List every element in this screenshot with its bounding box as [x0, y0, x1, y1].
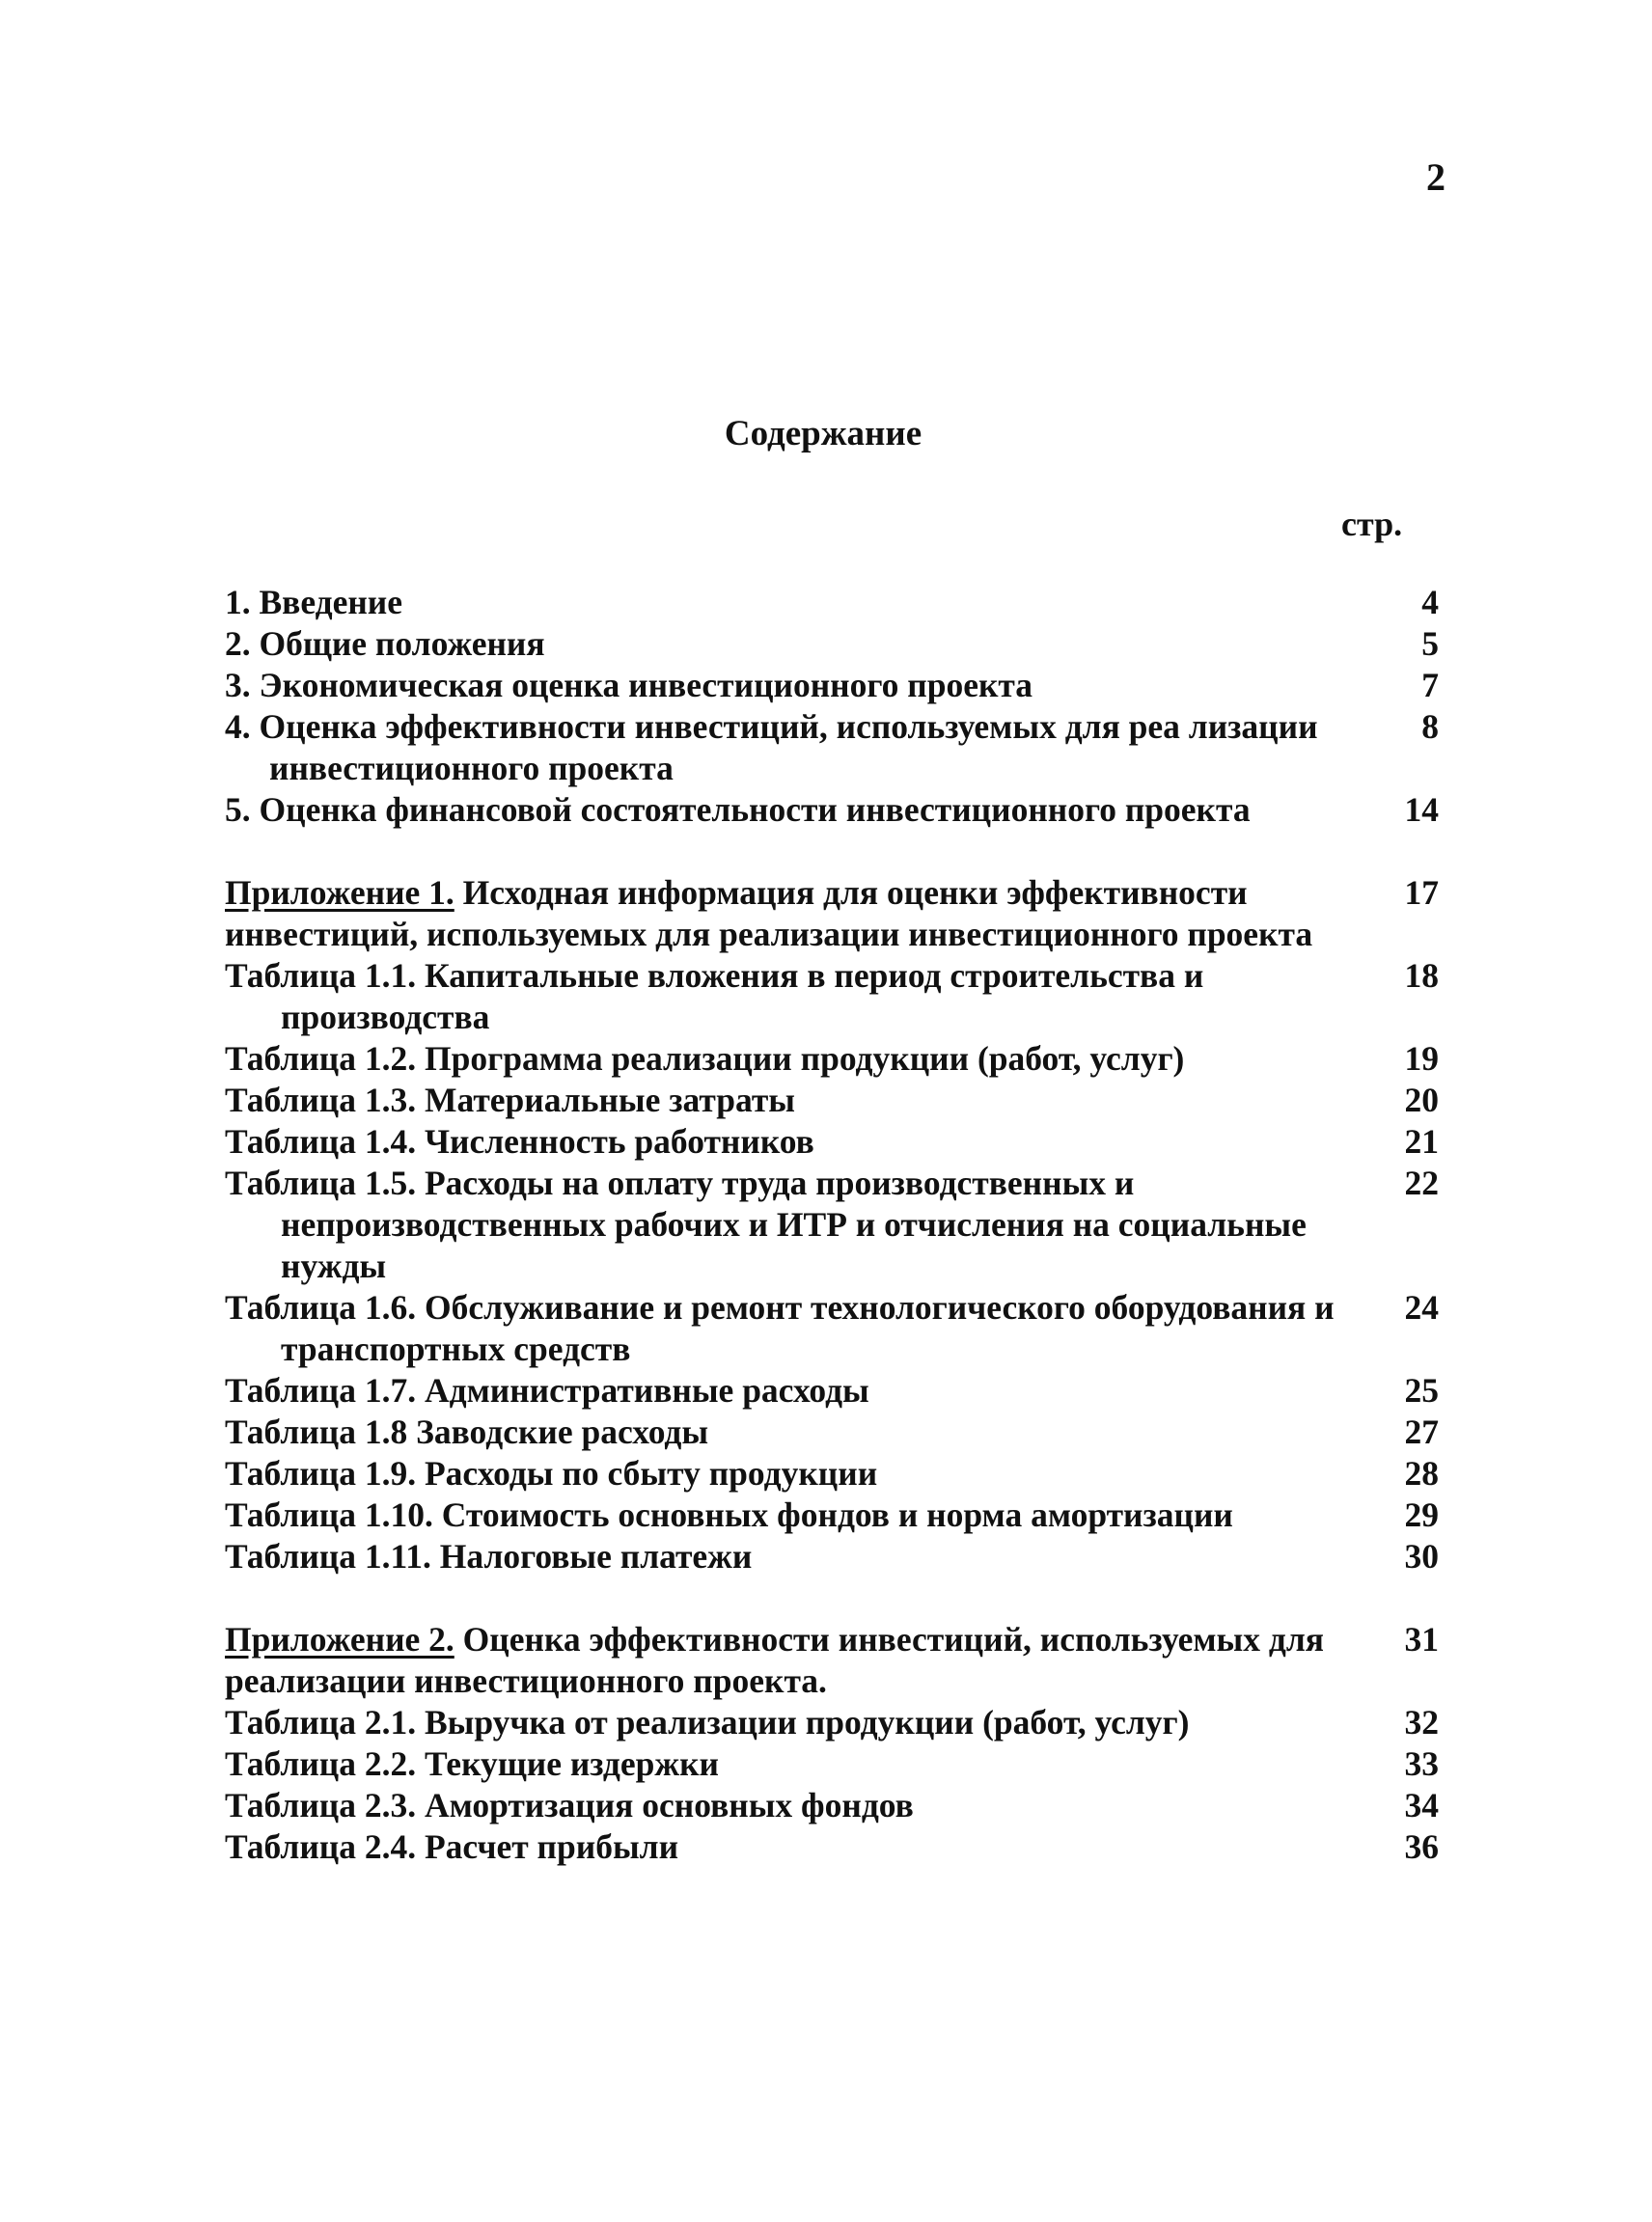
toc-table-entry	[225, 1743, 1439, 1785]
toc-entry-page: 19	[1404, 1039, 1439, 1078]
spacer	[225, 1577, 1439, 1619]
toc-entry	[225, 789, 1439, 831]
toc-table-entry	[225, 1038, 1439, 1080]
toc-table-entry	[225, 955, 1439, 1038]
toc-entry-page: 33	[1404, 1744, 1439, 1783]
toc-table-entry	[225, 1287, 1439, 1370]
appendix-1-heading: Приложение 1.	[225, 873, 454, 912]
appendix-2-title: Оценка эффективности инвестиций, используемых для реализации инвестиционного проекта.	[225, 1620, 1324, 1700]
toc-entry	[225, 582, 1439, 623]
toc-entry-label: Таблица 2.4. Расчет прибыли	[225, 1827, 679, 1866]
toc-entry-label: Таблица 1.10. Стоимость основных фондов и норма амортизации	[225, 1495, 1233, 1534]
toc-entry-page: 18	[1404, 956, 1439, 995]
toc-table-entry	[225, 1702, 1439, 1743]
toc-entry-label: Таблица 1.9. Расходы по сбыту продукции	[225, 1454, 878, 1493]
toc-entry-label: Таблица 1.1. Капитальные вложения в период строительства и производства	[225, 956, 1204, 1036]
toc-entry-label: Таблица 1.11. Налоговые платежи	[225, 1537, 753, 1576]
toc-entry-page: 20	[1404, 1081, 1439, 1119]
toc-entry-label: Таблица 1.2. Программа реализации продукции (работ, услуг)	[225, 1039, 1185, 1078]
page-title	[0, 413, 1652, 454]
toc-entry-label: Таблица 2.2. Текущие издержки	[225, 1744, 720, 1783]
toc-entry-label: Таблица 1.8 Заводские расходы	[225, 1413, 709, 1451]
title-text: Содержание	[724, 414, 922, 453]
toc-table-entry	[225, 1370, 1439, 1412]
toc-entry-label: 4. Оценка эффективности инвестиций, используемых для реа лизации инвестиционного проекта	[225, 707, 1318, 787]
page-column-label: стр.	[1341, 505, 1403, 543]
toc-entry-page: 24	[1404, 1288, 1439, 1327]
toc-entry-label: Таблица 2.3. Амортизация основных фондов	[225, 1786, 914, 1824]
toc-entry-label: Таблица 1.5. Расходы на оплату труда производственных и непроизводственных рабочих и ИТР и отчисления на социальные нужды	[225, 1164, 1307, 1285]
toc-table-entry	[225, 1495, 1439, 1536]
toc-entry	[225, 623, 1439, 665]
page-number: 2	[1426, 155, 1446, 199]
toc-table-entry	[225, 1121, 1439, 1163]
toc-entry-page: 21	[1404, 1122, 1439, 1161]
toc-entry-label: 3. Экономическая оценка инвестиционного проекта	[225, 666, 1033, 704]
toc-entry-label: Таблица 1.7. Административные расходы	[225, 1371, 869, 1410]
toc-table-entry	[225, 1536, 1439, 1577]
spacer	[225, 831, 1439, 872]
toc-entry-page: 28	[1404, 1454, 1439, 1493]
appendix-2-page: 31	[1404, 1620, 1439, 1659]
toc-table-entry	[225, 1826, 1439, 1868]
toc-entry	[225, 665, 1439, 706]
toc-entry	[225, 706, 1439, 789]
appendix-2-entry	[225, 1619, 1439, 1702]
appendix-1-page: 17	[1404, 873, 1439, 912]
toc-entry-page: 5	[1421, 624, 1439, 663]
toc-entry-page: 30	[1404, 1537, 1439, 1576]
toc-entry-label: Таблица 1.6. Обслуживание и ремонт технологического оборудования и транспортных средств	[225, 1288, 1335, 1368]
toc-entry-label: Таблица 1.3. Материальные затраты	[225, 1081, 795, 1119]
toc-entry-label: 5. Оценка финансовой состоятельности инвестиционного проекта	[225, 790, 1251, 829]
toc-entry-page: 22	[1404, 1164, 1439, 1202]
toc-entry-label: Таблица 1.4. Численность работников	[225, 1122, 814, 1161]
toc-entry-page: 8	[1421, 707, 1439, 746]
toc-entry-page: 29	[1404, 1495, 1439, 1534]
appendix-1-entry	[225, 872, 1439, 955]
toc-entry-label: Таблица 2.1. Выручка от реализации продукции (работ, услуг)	[225, 1703, 1190, 1742]
toc-table-entry	[225, 1785, 1439, 1826]
toc-entry-page: 27	[1404, 1413, 1439, 1451]
toc-entry-page: 25	[1404, 1371, 1439, 1410]
appendix-1-title: Исходная информация для оценки эффективности инвестиций, используемых для реализации инвестиционного проекта	[225, 873, 1313, 953]
toc-table-entry	[225, 1080, 1439, 1121]
toc-entry-label: 1. Введение	[225, 583, 403, 621]
table-of-contents	[225, 582, 1439, 1868]
toc-table-entry	[225, 1163, 1439, 1287]
toc-entry-page: 14	[1404, 790, 1439, 829]
appendix-2-heading: Приложение 2.	[225, 1620, 454, 1659]
toc-entry-page: 32	[1404, 1703, 1439, 1742]
appendix-2-label	[225, 1619, 1344, 1702]
toc-table-entry	[225, 1453, 1439, 1495]
toc-table-entry	[225, 1412, 1439, 1453]
appendix-1-label	[225, 872, 1344, 955]
toc-entry-page: 4	[1421, 583, 1439, 621]
toc-entry-label: 2. Общие положения	[225, 624, 545, 663]
toc-entry-page: 34	[1404, 1786, 1439, 1824]
toc-entry-page: 36	[1404, 1827, 1439, 1866]
toc-entry-page: 7	[1421, 666, 1439, 704]
